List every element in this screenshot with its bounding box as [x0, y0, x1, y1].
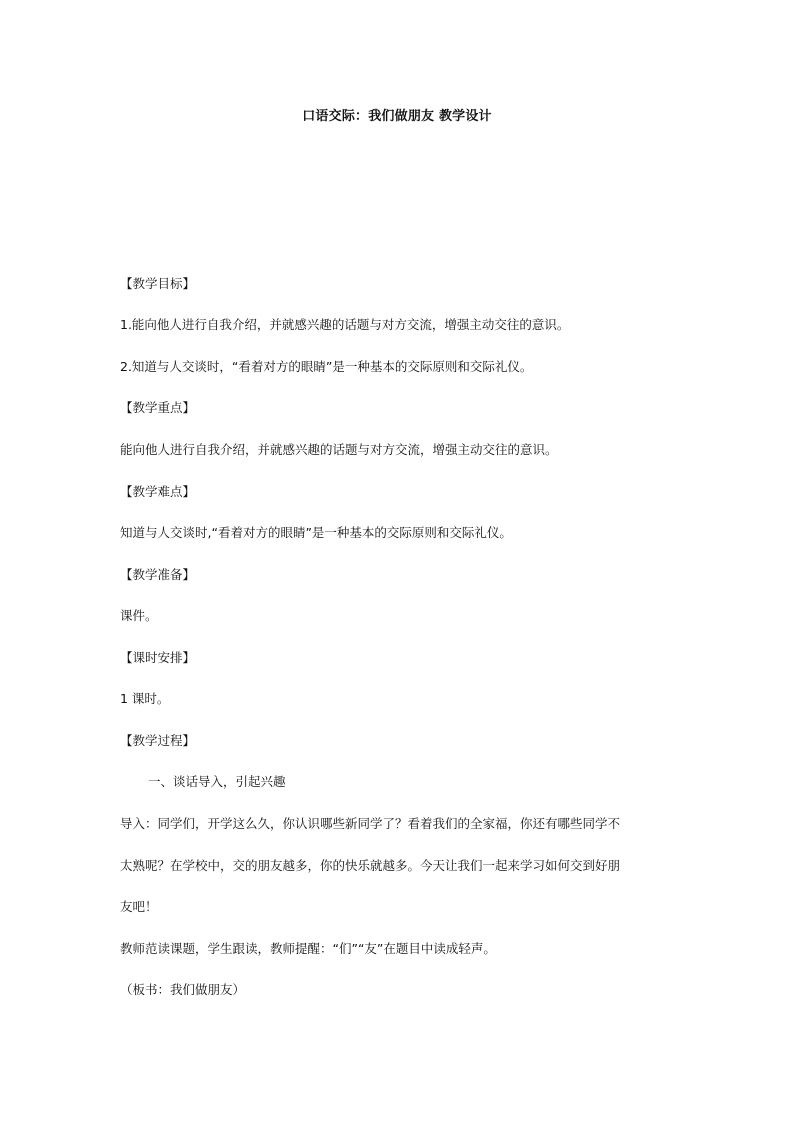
goal-item-2: 2.知道与人交谈时，“看着对方的眼睛”是一种基本的交际原则和交际礼仪。	[120, 359, 533, 374]
difficulty-text: 知道与人交谈时,“看着对方的眼睛”是一种基本的交际原则和交际礼仪。	[120, 525, 512, 540]
goals-heading: 【教学目标】	[120, 276, 196, 291]
schedule-heading: 【课时安排】	[120, 650, 196, 665]
key-text: 能向他人进行自我介绍，并就感兴趣的话题与对方交流，增强主动交往的意识。	[120, 442, 558, 457]
prep-text: 课件。	[120, 608, 158, 623]
key-heading: 【教学重点】	[120, 400, 196, 415]
intro-line-2: 太熟呢？在学校中，交的朋友越多，你的快乐就越多。今天让我们一起来学习如何交到好朋	[120, 858, 621, 873]
process-heading: 【教学过程】	[120, 733, 196, 748]
prep-heading: 【教学准备】	[120, 567, 196, 582]
difficulty-heading: 【教学难点】	[120, 484, 196, 499]
process-step-1: 一、谈话导入，引起兴趣	[148, 774, 286, 789]
teacher-read-text: 教师范读课题，学生跟读，教师提醒：“们”“友”在题目中读成轻声。	[120, 941, 496, 956]
intro-line-3: 友吧！	[120, 899, 158, 914]
intro-line-1: 导入：同学们，开学这么久，你认识哪些新同学了？看着我们的全家福，你还有哪些同学不	[120, 816, 621, 831]
board-note: （板书：我们做朋友）	[120, 982, 246, 997]
document-title: 口语交际：我们做朋友 教学设计	[302, 109, 492, 124]
goal-item-1: 1.能向他人进行自我介绍，并就感兴趣的话题与对方交流，增强主动交往的意识。	[120, 317, 570, 332]
schedule-text: 1 课时。	[120, 691, 170, 706]
